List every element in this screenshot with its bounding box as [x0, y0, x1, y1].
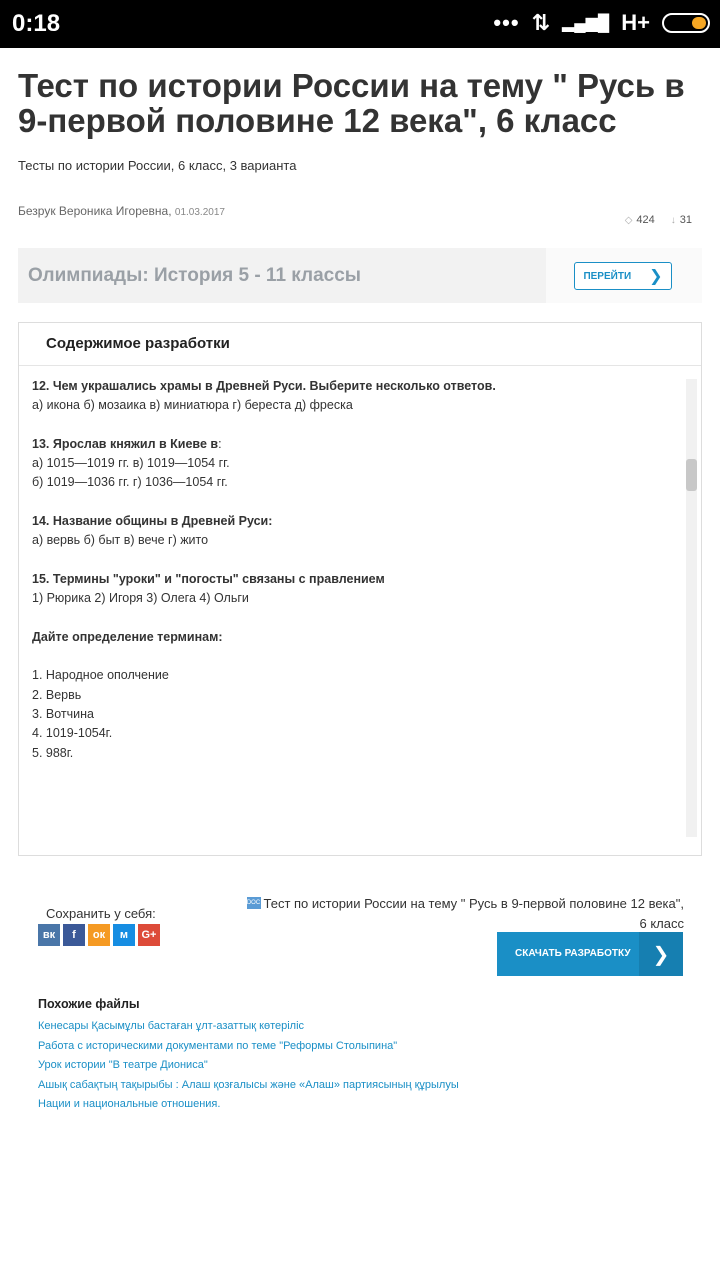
- views-icon: ◇: [624, 215, 633, 226]
- question-14-answers: а) вервь б) быт в) вече г) жито: [32, 533, 209, 548]
- question-14-title: 14. Название общины в Древней Руси:: [32, 514, 273, 529]
- olympiad-banner[interactable]: [18, 248, 702, 303]
- vk-icon[interactable]: вк: [38, 924, 60, 946]
- facebook-icon[interactable]: f: [63, 924, 85, 946]
- chevron-right-icon: ❯: [649, 268, 663, 285]
- downloads-count: 31: [679, 214, 692, 226]
- odnoklassniki-icon[interactable]: ок: [88, 924, 110, 946]
- similar-file-link[interactable]: Нации и национальные отношения.: [38, 1098, 221, 1110]
- go-button[interactable]: [574, 262, 672, 290]
- similar-files-list: [38, 1017, 459, 1115]
- term-item: 2. Вервь: [32, 687, 82, 702]
- download-count-icon: ↓: [670, 215, 676, 226]
- scrollbar-track[interactable]: [686, 379, 697, 837]
- google-plus-icon[interactable]: G+: [138, 924, 160, 946]
- olympiad-label: Олимпиады: История 5 - 11 классы: [28, 265, 362, 286]
- question-13-line1: а) 1015—1019 гг. в) 1019—1054 гг.: [32, 456, 230, 471]
- content-body: [32, 377, 682, 763]
- battery-icon: [662, 13, 710, 33]
- save-label: Сохранить у себя:: [46, 906, 156, 921]
- content-header: Содержимое разработки: [19, 323, 701, 366]
- publish-date: 01.03.2017: [174, 207, 225, 218]
- network-type: H+: [621, 10, 650, 35]
- download-button-label: СКАЧАТЬ РАЗРАБОТКУ: [515, 948, 631, 959]
- similar-files-header: Похожие файлы: [38, 997, 140, 1011]
- social-share-buttons: [38, 924, 160, 946]
- question-13-colon: :: [218, 436, 222, 451]
- question-13-line2: б) 1019—1036 гг. г) 1036—1054 гг.: [32, 475, 228, 490]
- status-time: 0:18: [12, 10, 61, 37]
- author-line: [18, 204, 225, 218]
- term-item: 1. Народное ополчение: [32, 668, 169, 683]
- term-item: 5. 988г.: [32, 745, 74, 760]
- data-transfer-icon: ⇅: [531, 10, 550, 35]
- go-button-label: ПЕРЕЙТИ: [583, 270, 632, 282]
- doc-file-icon: DOC: [247, 897, 261, 909]
- term-item: 4. 1019-1054г.: [32, 726, 113, 741]
- similar-file-link[interactable]: Ашық сабақтың тақырыбы : Алаш қозғалысы және «Алаш» партиясының құрылуы: [38, 1078, 459, 1091]
- question-12-title: 12. Чем украшались храмы в Древней Руси. Выберите несколько ответов.: [32, 379, 496, 393]
- question-15-answers: 1) Рюрика 2) Игоря 3) Олега 4) Ольги: [32, 591, 249, 606]
- status-bar: [0, 0, 720, 48]
- page-subtitle: Тесты по истории России, 6 класс, 3 варианта: [18, 158, 297, 173]
- views-count: 424: [636, 214, 655, 226]
- page-title: Тест по истории России на тему " Русь в 9-первой половине 12 века", 6 класс: [18, 67, 685, 139]
- question-12-answers: а) икона б) мозаика в) миниатюра г) береста д) фреска: [32, 398, 353, 413]
- author-name[interactable]: Безрук Вероника Игоревна,: [18, 204, 172, 218]
- chevron-right-icon: ❯: [639, 932, 683, 976]
- content-panel: [18, 322, 702, 856]
- scrollbar-thumb[interactable]: [686, 459, 697, 491]
- definitions-title: Дайте определение терминам:: [32, 629, 223, 644]
- moimir-icon[interactable]: м: [113, 924, 135, 946]
- stats: [625, 214, 692, 226]
- document-title[interactable]: [236, 894, 684, 934]
- similar-file-link[interactable]: Работа с историческими документами по теме "Реформы Столыпина": [38, 1039, 398, 1052]
- question-13-title: 13. Ярослав княжил в Киеве в: [32, 436, 219, 451]
- status-icons: [493, 10, 710, 36]
- question-15-title: 15. Термины "уроки" и "погосты" связаны с правлением: [32, 571, 385, 586]
- notification-dots-icon: •••: [493, 10, 520, 35]
- download-button[interactable]: [497, 932, 683, 976]
- similar-file-link[interactable]: Урок истории "В театре Диониса": [38, 1059, 208, 1071]
- term-item: 3. Вотчина: [32, 707, 94, 722]
- similar-file-link[interactable]: Кенесары Қасымұлы бастаған ұлт-азаттық көтеріліс: [38, 1020, 305, 1032]
- signal-icon: ▂▄▆█: [561, 15, 610, 32]
- document-title-text: Тест по истории России на тему " Русь в 9-первой половине 12 века", 6 класс: [263, 896, 684, 931]
